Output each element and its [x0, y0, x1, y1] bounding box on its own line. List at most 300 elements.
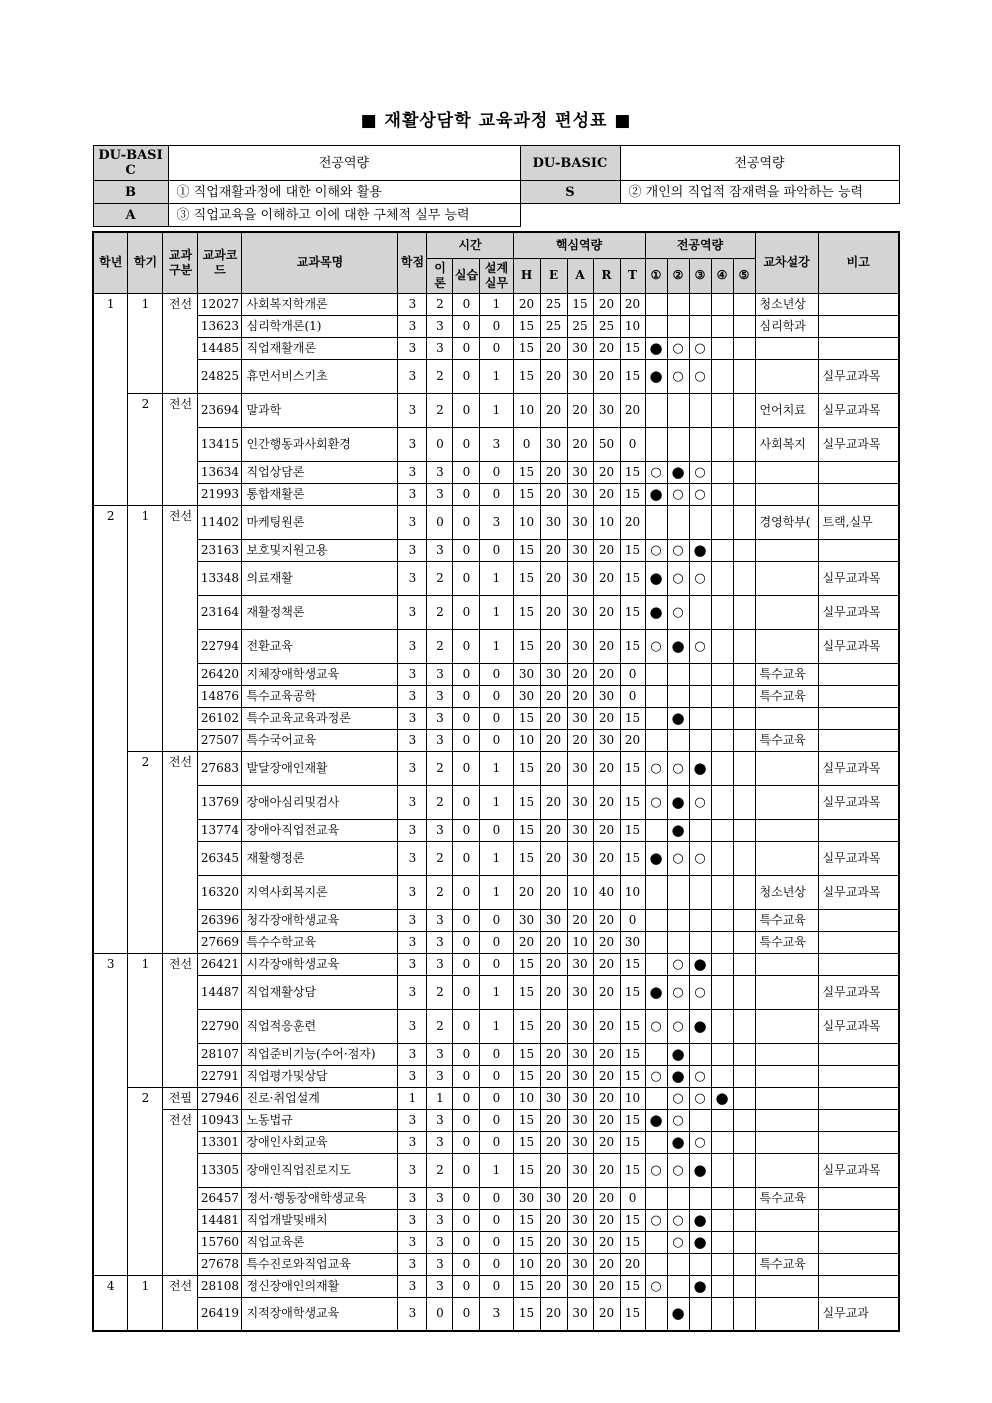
course-code-cell: 16320 — [198, 875, 242, 909]
theory-hours-cell: 3 — [427, 461, 453, 483]
design-hours-cell: 1 — [480, 751, 513, 785]
major-competency-2-cell: ● — [667, 785, 689, 819]
legend-empty-cell — [520, 204, 620, 227]
col-header-semester: 학기 — [128, 232, 163, 293]
major-competency-5-cell — [733, 315, 755, 337]
theory-hours-cell: 2 — [427, 359, 453, 393]
course-row — [93, 461, 899, 483]
major-competency-2-cell: ● — [667, 707, 689, 729]
core-r-cell: 20 — [593, 1131, 620, 1153]
semester-cell: 2 — [128, 393, 163, 505]
cross-listing-cell — [755, 1109, 818, 1131]
major-competency-5-cell — [733, 461, 755, 483]
major-competency-1-cell: ○ — [645, 1153, 667, 1187]
cross-listing-cell: 특수교육 — [755, 909, 818, 931]
theory-hours-cell: 3 — [427, 729, 453, 751]
design-hours-cell: 0 — [480, 461, 513, 483]
major-competency-3-cell: ● — [689, 1275, 711, 1297]
major-competency-3-cell — [689, 663, 711, 685]
major-competency-4-cell — [711, 707, 733, 729]
core-a-cell: 30 — [567, 359, 593, 393]
core-e-cell: 20 — [540, 561, 567, 595]
theory-hours-cell: 2 — [427, 629, 453, 663]
cross-listing-cell — [755, 1131, 818, 1153]
course-type-cell: 전선 — [163, 505, 198, 751]
course-name-cell: 장애아심리및검사 — [242, 785, 398, 819]
credits-cell: 3 — [398, 1153, 427, 1187]
course-code-cell: 14485 — [198, 337, 242, 359]
major-competency-3-cell — [689, 729, 711, 751]
note-cell — [818, 293, 899, 315]
major-competency-3-cell — [689, 819, 711, 841]
credits-cell: 3 — [398, 1275, 427, 1297]
practice-hours-cell: 0 — [453, 539, 480, 561]
core-t-cell: 15 — [620, 841, 645, 875]
core-r-cell: 20 — [593, 909, 620, 931]
core-r-cell: 20 — [593, 629, 620, 663]
theory-hours-cell: 3 — [427, 1043, 453, 1065]
course-row — [93, 729, 899, 751]
course-code-cell: 26345 — [198, 841, 242, 875]
course-code-cell: 22790 — [198, 1009, 242, 1043]
core-t-cell: 15 — [620, 1131, 645, 1153]
design-hours-cell: 1 — [480, 1153, 513, 1187]
major-competency-2-cell: ● — [667, 819, 689, 841]
core-h-cell: 15 — [513, 461, 540, 483]
major-competency-5-cell — [733, 663, 755, 685]
course-row — [93, 1065, 899, 1087]
core-a-cell: 30 — [567, 629, 593, 663]
credits-cell: 3 — [398, 819, 427, 841]
core-t-cell: 15 — [620, 1153, 645, 1187]
major-competency-2-cell — [667, 909, 689, 931]
major-competency-1-cell: ● — [645, 483, 667, 505]
core-r-cell: 20 — [593, 1153, 620, 1187]
major-competency-1-cell: ○ — [645, 785, 667, 819]
course-type-cell: 전선 — [163, 1275, 198, 1331]
legend-desc-1: ① 직업재활과정에 대한 이해와 활용 — [168, 181, 520, 204]
core-a-cell: 30 — [567, 1131, 593, 1153]
core-t-cell: 15 — [620, 1209, 645, 1231]
major-competency-5-cell — [733, 629, 755, 663]
core-a-cell: 30 — [567, 819, 593, 841]
credits-cell: 1 — [398, 1087, 427, 1109]
major-competency-3-cell: ● — [689, 1009, 711, 1043]
core-r-cell: 20 — [593, 1109, 620, 1131]
note-cell — [818, 1131, 899, 1153]
major-competency-1-cell: ○ — [645, 1009, 667, 1043]
core-e-cell: 20 — [540, 1209, 567, 1231]
major-competency-2-cell: ○ — [667, 1209, 689, 1231]
major-competency-1-cell — [645, 909, 667, 931]
note-cell — [818, 1065, 899, 1087]
course-row — [93, 1187, 899, 1209]
major-competency-1-cell: ○ — [645, 1065, 667, 1087]
major-competency-2-cell — [667, 427, 689, 461]
major-competency-4-cell — [711, 595, 733, 629]
course-code-cell: 22794 — [198, 629, 242, 663]
core-r-cell: 20 — [593, 663, 620, 685]
cross-listing-cell — [755, 1087, 818, 1109]
major-competency-4-cell — [711, 1153, 733, 1187]
credits-cell: 3 — [398, 539, 427, 561]
major-competency-2-cell — [667, 685, 689, 707]
credits-cell: 3 — [398, 1109, 427, 1131]
design-hours-cell: 0 — [480, 337, 513, 359]
course-code-cell: 26396 — [198, 909, 242, 931]
design-hours-cell: 0 — [480, 1253, 513, 1275]
core-a-cell: 20 — [567, 427, 593, 461]
core-a-cell: 30 — [567, 1153, 593, 1187]
col-header-core-e: E — [540, 258, 567, 293]
major-competency-4-cell — [711, 685, 733, 707]
core-h-cell: 30 — [513, 663, 540, 685]
course-name-cell: 휴먼서비스기초 — [242, 359, 398, 393]
core-t-cell: 15 — [620, 1109, 645, 1131]
core-r-cell: 20 — [593, 1087, 620, 1109]
core-a-cell: 30 — [567, 1009, 593, 1043]
major-competency-3-cell: ○ — [689, 1065, 711, 1087]
design-hours-cell: 0 — [480, 1043, 513, 1065]
course-row — [93, 685, 899, 707]
major-competency-2-cell — [667, 931, 689, 953]
major-competency-1-cell — [645, 315, 667, 337]
course-code-cell: 13769 — [198, 785, 242, 819]
core-h-cell: 10 — [513, 505, 540, 539]
course-code-cell: 10943 — [198, 1109, 242, 1131]
major-competency-3-cell — [689, 707, 711, 729]
course-code-cell: 13348 — [198, 561, 242, 595]
major-competency-4-cell — [711, 1253, 733, 1275]
core-h-cell: 15 — [513, 1043, 540, 1065]
theory-hours-cell: 2 — [427, 841, 453, 875]
major-competency-5-cell — [733, 393, 755, 427]
course-name-cell: 특수수학교육 — [242, 931, 398, 953]
course-row — [93, 1109, 899, 1131]
major-competency-5-cell — [733, 1131, 755, 1153]
credits-cell: 3 — [398, 293, 427, 315]
legend-desc-2: ② 개인의 직업적 잠재력을 파악하는 능력 — [620, 181, 899, 204]
core-r-cell: 20 — [593, 359, 620, 393]
major-competency-2-cell: ○ — [667, 1109, 689, 1131]
major-competency-4-cell — [711, 483, 733, 505]
major-competency-5-cell — [733, 1109, 755, 1131]
core-e-cell: 20 — [540, 685, 567, 707]
major-competency-4-cell — [711, 819, 733, 841]
note-cell: 실무교과목 — [818, 751, 899, 785]
course-row — [93, 1297, 899, 1331]
theory-hours-cell: 2 — [427, 595, 453, 629]
major-competency-5-cell — [733, 483, 755, 505]
major-competency-1-cell: ○ — [645, 1275, 667, 1297]
note-cell — [818, 315, 899, 337]
core-h-cell: 0 — [513, 427, 540, 461]
major-competency-4-cell — [711, 359, 733, 393]
major-competency-4-cell — [711, 663, 733, 685]
major-competency-3-cell: ○ — [689, 561, 711, 595]
credits-cell: 3 — [398, 909, 427, 931]
credits-cell: 3 — [398, 315, 427, 337]
course-name-cell: 장애아직업전교육 — [242, 819, 398, 841]
course-name-cell: 장애인사회교육 — [242, 1131, 398, 1153]
cross-listing-cell — [755, 595, 818, 629]
major-competency-5-cell — [733, 685, 755, 707]
design-hours-cell: 1 — [480, 293, 513, 315]
major-competency-2-cell — [667, 729, 689, 751]
practice-hours-cell: 0 — [453, 785, 480, 819]
major-competency-5-cell — [733, 561, 755, 595]
major-competency-2-cell: ● — [667, 629, 689, 663]
core-r-cell: 20 — [593, 841, 620, 875]
major-competency-4-cell — [711, 1009, 733, 1043]
practice-hours-cell: 0 — [453, 337, 480, 359]
major-competency-2-cell — [667, 1275, 689, 1297]
major-competency-3-cell: ○ — [689, 359, 711, 393]
core-r-cell: 20 — [593, 785, 620, 819]
credits-cell: 3 — [398, 1297, 427, 1331]
course-row — [93, 1087, 899, 1109]
major-competency-3-cell: ○ — [689, 461, 711, 483]
core-h-cell: 15 — [513, 337, 540, 359]
major-competency-2-cell — [667, 315, 689, 337]
major-competency-2-cell: ○ — [667, 539, 689, 561]
note-cell: 실무교과목 — [818, 785, 899, 819]
cross-listing-cell — [755, 1297, 818, 1331]
major-competency-1-cell — [645, 1087, 667, 1109]
credits-cell: 3 — [398, 931, 427, 953]
major-competency-4-cell — [711, 909, 733, 931]
major-competency-3-cell: ● — [689, 953, 711, 975]
course-code-cell: 24825 — [198, 359, 242, 393]
course-row — [93, 393, 899, 427]
major-competency-1-cell — [645, 1253, 667, 1275]
course-row — [93, 561, 899, 595]
credits-cell: 3 — [398, 1043, 427, 1065]
core-r-cell: 20 — [593, 1275, 620, 1297]
theory-hours-cell: 3 — [427, 1209, 453, 1231]
major-competency-3-cell: ○ — [689, 629, 711, 663]
note-cell: 트랙,실무 — [818, 505, 899, 539]
design-hours-cell: 0 — [480, 1209, 513, 1231]
core-e-cell: 30 — [540, 663, 567, 685]
course-name-cell: 전환교육 — [242, 629, 398, 663]
major-competency-2-cell: ● — [667, 1297, 689, 1331]
course-name-cell: 직업교육론 — [242, 1231, 398, 1253]
col-header-major-group: 전공역량 — [645, 232, 755, 258]
cross-listing-cell: 특수교육 — [755, 931, 818, 953]
core-e-cell: 20 — [540, 841, 567, 875]
theory-hours-cell: 3 — [427, 707, 453, 729]
major-competency-3-cell — [689, 595, 711, 629]
core-t-cell: 10 — [620, 315, 645, 337]
note-cell: 실무교과목 — [818, 629, 899, 663]
major-competency-5-cell — [733, 1253, 755, 1275]
core-r-cell: 10 — [593, 505, 620, 539]
course-code-cell: 11402 — [198, 505, 242, 539]
practice-hours-cell: 0 — [453, 841, 480, 875]
core-r-cell: 40 — [593, 875, 620, 909]
core-r-cell: 30 — [593, 729, 620, 751]
legend-code-s: S — [520, 181, 620, 204]
major-competency-1-cell — [645, 1231, 667, 1253]
practice-hours-cell: 0 — [453, 427, 480, 461]
practice-hours-cell: 0 — [453, 931, 480, 953]
major-competency-3-cell — [689, 1297, 711, 1331]
year-cell: 2 — [93, 505, 128, 953]
core-a-cell: 30 — [567, 483, 593, 505]
course-code-cell: 27946 — [198, 1087, 242, 1109]
major-competency-3-cell: ○ — [689, 841, 711, 875]
major-competency-5-cell — [733, 539, 755, 561]
practice-hours-cell: 0 — [453, 1009, 480, 1043]
major-competency-3-cell — [689, 293, 711, 315]
cross-listing-cell — [755, 841, 818, 875]
major-competency-3-cell: ● — [689, 1209, 711, 1231]
note-cell — [818, 1231, 899, 1253]
col-header-core-a: A — [567, 258, 593, 293]
major-competency-1-cell: ● — [645, 1109, 667, 1131]
note-cell — [818, 663, 899, 685]
course-name-cell: 시각장애학생교육 — [242, 953, 398, 975]
major-competency-4-cell — [711, 1187, 733, 1209]
col-header-major-3: ③ — [689, 258, 711, 293]
core-a-cell: 20 — [567, 909, 593, 931]
cross-listing-cell — [755, 1275, 818, 1297]
core-a-cell: 10 — [567, 931, 593, 953]
course-type-cell: 전선 — [163, 293, 198, 393]
core-h-cell: 30 — [513, 1187, 540, 1209]
major-competency-4-cell — [711, 315, 733, 337]
major-competency-4-cell — [711, 875, 733, 909]
core-t-cell: 20 — [620, 293, 645, 315]
theory-hours-cell: 3 — [427, 909, 453, 931]
major-competency-5-cell — [733, 841, 755, 875]
major-competency-2-cell — [667, 393, 689, 427]
practice-hours-cell: 0 — [453, 293, 480, 315]
col-header-course-code: 교과코드 — [198, 232, 242, 293]
legend-right-header: DU-BASIC — [520, 146, 620, 181]
practice-hours-cell: 0 — [453, 629, 480, 663]
credits-cell: 3 — [398, 1131, 427, 1153]
course-name-cell: 특수국어교육 — [242, 729, 398, 751]
note-cell — [818, 819, 899, 841]
practice-hours-cell: 0 — [453, 1131, 480, 1153]
core-e-cell: 20 — [540, 1253, 567, 1275]
course-row — [93, 1275, 899, 1297]
course-name-cell: 직업평가및상담 — [242, 1065, 398, 1087]
major-competency-5-cell — [733, 1209, 755, 1231]
core-h-cell: 15 — [513, 953, 540, 975]
major-competency-1-cell: ○ — [645, 539, 667, 561]
cross-listing-cell — [755, 819, 818, 841]
major-competency-5-cell — [733, 1087, 755, 1109]
practice-hours-cell: 0 — [453, 1275, 480, 1297]
theory-hours-cell: 3 — [427, 1131, 453, 1153]
cross-listing-cell: 특수교육 — [755, 663, 818, 685]
course-row — [93, 1009, 899, 1043]
course-name-cell: 의료재활 — [242, 561, 398, 595]
major-competency-4-cell — [711, 427, 733, 461]
major-competency-5-cell — [733, 953, 755, 975]
design-hours-cell: 0 — [480, 1087, 513, 1109]
page-title: ■ 재활상담학 교육과정 편성표 ■ — [360, 111, 632, 131]
col-header-core-h: H — [513, 258, 540, 293]
major-competency-5-cell — [733, 785, 755, 819]
design-hours-cell: 0 — [480, 685, 513, 707]
theory-hours-cell: 3 — [427, 337, 453, 359]
credits-cell: 3 — [398, 1253, 427, 1275]
major-competency-3-cell: ○ — [689, 975, 711, 1009]
course-name-cell: 지역사회복지론 — [242, 875, 398, 909]
practice-hours-cell: 0 — [453, 819, 480, 841]
practice-hours-cell: 0 — [453, 707, 480, 729]
core-t-cell: 0 — [620, 685, 645, 707]
major-competency-5-cell — [733, 1009, 755, 1043]
major-competency-3-cell: ● — [689, 539, 711, 561]
course-row — [93, 663, 899, 685]
design-hours-cell: 0 — [480, 1131, 513, 1153]
course-name-cell: 마케팅원론 — [242, 505, 398, 539]
core-r-cell: 20 — [593, 819, 620, 841]
theory-hours-cell: 3 — [427, 819, 453, 841]
core-a-cell: 20 — [567, 1187, 593, 1209]
core-e-cell: 20 — [540, 629, 567, 663]
core-a-cell: 30 — [567, 1231, 593, 1253]
course-type-cell: 전선 — [163, 953, 198, 1087]
core-r-cell: 20 — [593, 483, 620, 505]
theory-hours-cell: 3 — [427, 1065, 453, 1087]
core-t-cell: 20 — [620, 505, 645, 539]
semester-cell: 2 — [128, 751, 163, 953]
major-competency-4-cell — [711, 1275, 733, 1297]
major-competency-4-cell — [711, 539, 733, 561]
cross-listing-cell — [755, 629, 818, 663]
practice-hours-cell: 0 — [453, 359, 480, 393]
major-competency-3-cell — [689, 909, 711, 931]
core-t-cell: 15 — [620, 1065, 645, 1087]
core-e-cell: 20 — [540, 1065, 567, 1087]
practice-hours-cell: 0 — [453, 595, 480, 629]
course-code-cell: 13415 — [198, 427, 242, 461]
design-hours-cell: 3 — [480, 1297, 513, 1331]
core-a-cell: 20 — [567, 729, 593, 751]
major-competency-3-cell — [689, 315, 711, 337]
design-hours-cell: 1 — [480, 875, 513, 909]
major-competency-1-cell: ● — [645, 359, 667, 393]
core-h-cell: 30 — [513, 909, 540, 931]
credits-cell: 3 — [398, 707, 427, 729]
course-code-cell: 26102 — [198, 707, 242, 729]
major-competency-3-cell — [689, 1253, 711, 1275]
theory-hours-cell: 0 — [427, 427, 453, 461]
design-hours-cell: 0 — [480, 707, 513, 729]
cross-listing-cell: 언어치료 — [755, 393, 818, 427]
core-e-cell: 30 — [540, 427, 567, 461]
course-name-cell: 직업재활개론 — [242, 337, 398, 359]
core-h-cell: 15 — [513, 1153, 540, 1187]
major-competency-1-cell — [645, 875, 667, 909]
core-e-cell: 20 — [540, 953, 567, 975]
core-r-cell: 20 — [593, 1209, 620, 1231]
theory-hours-cell: 3 — [427, 931, 453, 953]
major-competency-2-cell — [667, 1253, 689, 1275]
major-competency-2-cell: ○ — [667, 953, 689, 975]
core-r-cell: 20 — [593, 595, 620, 629]
practice-hours-cell: 0 — [453, 1253, 480, 1275]
core-t-cell: 15 — [620, 785, 645, 819]
note-cell — [818, 337, 899, 359]
col-header-core-t: T — [620, 258, 645, 293]
